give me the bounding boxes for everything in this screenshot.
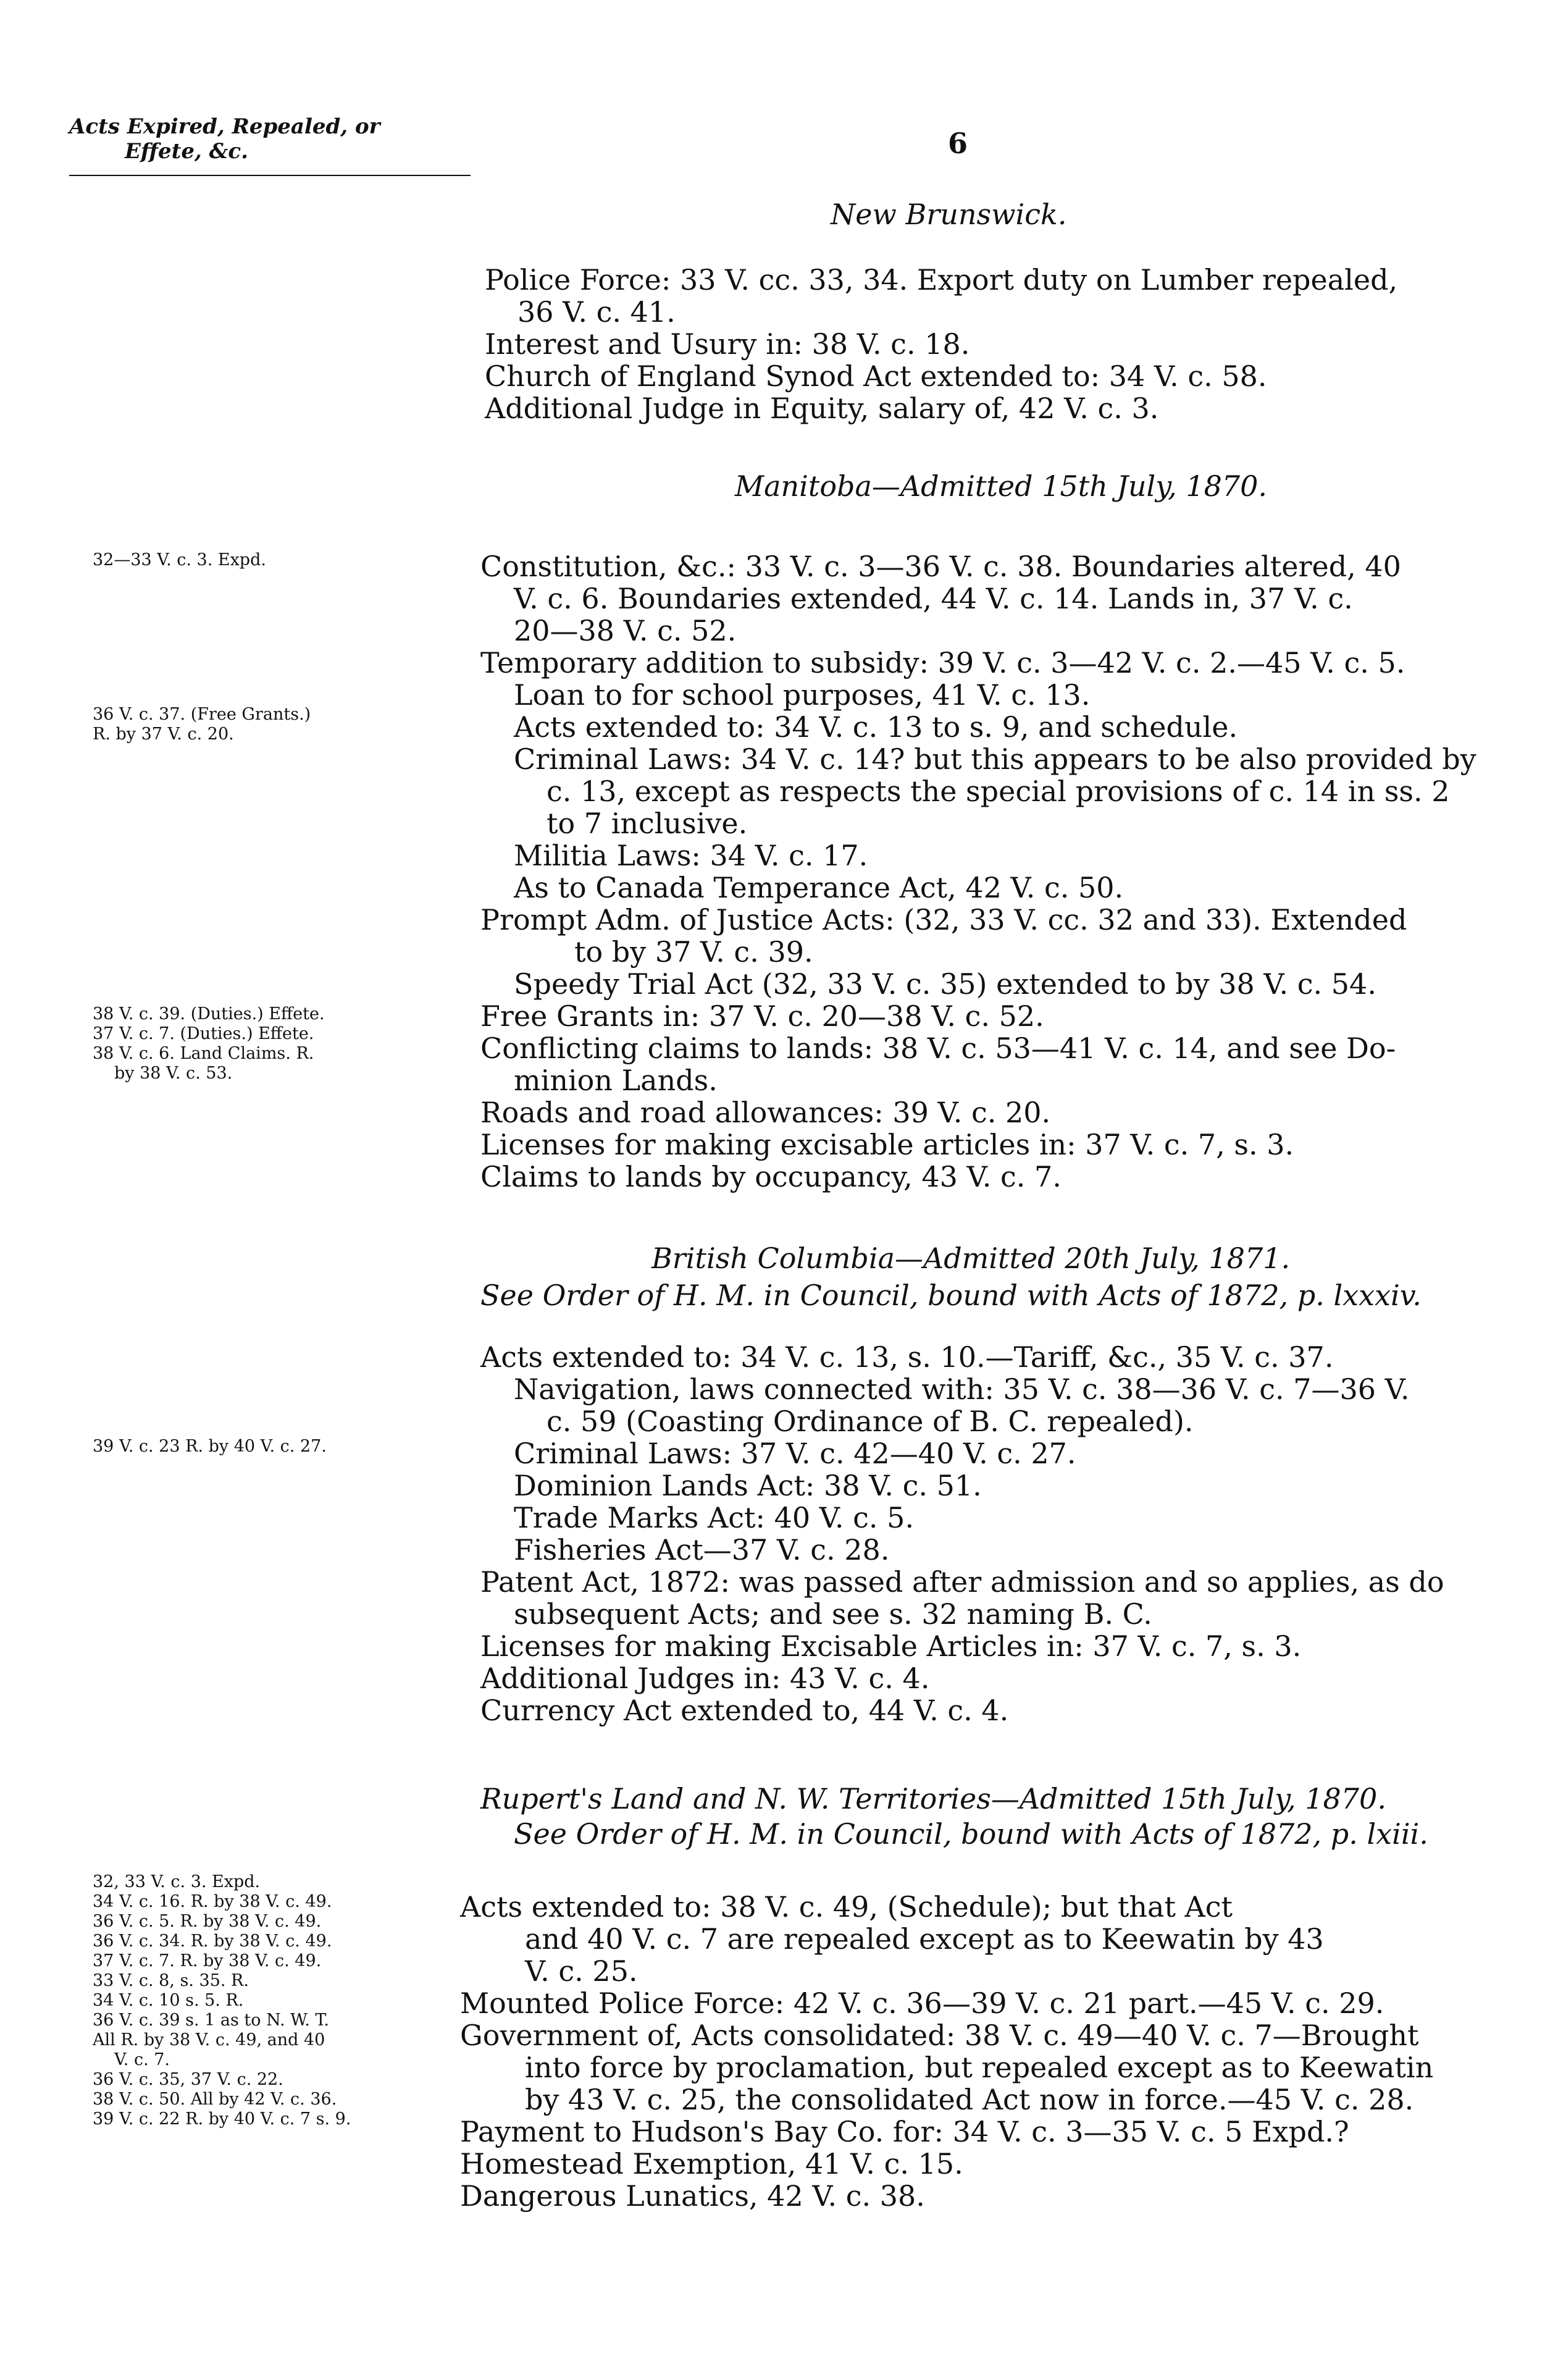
text-line: Prompt Adm. of Justice Acts: (32, 33 V. cc. 32 and 33). Extended (480, 903, 1407, 936)
section-subheading-ruperts-land: See Order of H. M. in Council, bound with Acts of 1872, p. lxiii. (514, 1817, 1428, 1851)
text-line: c. 13, except as respects the special provisions of c. 14 in ss. 2 (547, 775, 1450, 808)
section-subheading-british-columbia: See Order of H. M. in Council, bound with Acts of 1872, p. lxxxiv. (480, 1279, 1422, 1312)
text-line: Criminal Laws: 37 V. c. 42—40 V. c. 27. (514, 1437, 1076, 1470)
text-line: c. 59 (Coasting Ordinance of B. C. repealed). (547, 1405, 1194, 1438)
section-heading-manitoba: Manitoba—Admitted 15th July, 1870. (735, 469, 1268, 503)
text-line: Dominion Lands Act: 38 V. c. 51. (514, 1469, 982, 1502)
text-line: Free Grants in: 37 V. c. 20—38 V. c. 52. (480, 999, 1044, 1033)
text-line: Church of England Synod Act extended to: 34 V. c. 58. (485, 360, 1267, 393)
text-line: V. c. 6. Boundaries extended, 44 V. c. 14. Lands in, 37 V. c. (514, 582, 1353, 615)
margin-note: 36 V. c. 37. (Free Grants.) (93, 705, 311, 724)
text-line: Dangerous Lunatics, 42 V. c. 38. (460, 2179, 925, 2213)
margin-note: 32—33 V. c. 3. Expd. (93, 550, 266, 570)
text-line: Payment to Hudson's Bay Co. for: 34 V. c. 3—35 V. c. 5 Expd.? (460, 2115, 1349, 2148)
text-line: Temporary addition to subsidy: 39 V. c. 3—42 V. c. 2.—45 V. c. 5. (480, 646, 1405, 679)
margin-note: 34 V. c. 16. R. by 38 V. c. 49. (93, 1892, 332, 1911)
text-line: Additional Judge in Equity, salary of, 42 V. c. 3. (485, 392, 1159, 425)
running-title-line-1: Acts Expired, Repealed, or (69, 114, 380, 139)
text-line: minion Lands. (514, 1064, 718, 1097)
section-heading-ruperts-land: Rupert's Land and N. W. Territories—Admitted 15th July, 1870. (480, 1782, 1386, 1815)
text-line: 20—38 V. c. 52. (514, 614, 737, 647)
text-line: to 7 inclusive. (547, 807, 748, 840)
text-line: Acts extended to: 38 V. c. 49, (Schedule); but that Act (460, 1890, 1233, 1924)
text-line: and 40 V. c. 7 are repealed except as to Keewatin by 43 (525, 1922, 1324, 1956)
margin-note: R. by 37 V. c. 20. (93, 725, 234, 744)
margin-note: 38 V. c. 6. Land Claims. R. (93, 1044, 314, 1063)
margin-note: 39 V. c. 22 R. by 40 V. c. 7 s. 9. (93, 2109, 351, 2129)
margin-note: 36 V. c. 35, 37 V. c. 22. (93, 2070, 283, 2089)
section-heading-new-brunswick: New Brunswick. (831, 198, 1067, 231)
margin-note: 38 V. c. 50. All by 42 V. c. 36. (93, 2090, 337, 2109)
margin-note: 37 V. c. 7. (Duties.) Effete. (93, 1024, 314, 1043)
margin-note: 32, 33 V. c. 3. Expd. (93, 1872, 261, 1891)
margin-note: 33 V. c. 8, s. 35. R. (93, 1971, 249, 1990)
margin-note: 37 V. c. 7. R. by 38 V. c. 49. (93, 1951, 322, 1970)
text-line: subsequent Acts; and see s. 32 naming B. C. (514, 1597, 1152, 1631)
margin-note: by 38 V. c. 53. (114, 1064, 233, 1083)
margin-note: V. c. 7. (114, 2050, 170, 2069)
margin-note: 34 V. c. 10 s. 5. R. (93, 1991, 244, 2010)
margin-note: 36 V. c. 5. R. by 38 V. c. 49. (93, 1912, 322, 1931)
text-line: Licenses for making Excisable Articles in: 37 V. c. 7, s. 3. (480, 1629, 1302, 1663)
text-line: by 43 V. c. 25, the consolidated Act now in force.—45 V. c. 28. (525, 2083, 1414, 2116)
header-rule (69, 175, 471, 176)
running-title-line-2: Effete, &c. (125, 139, 248, 164)
section-heading-british-columbia: British Columbia—Admitted 20th July, 1871. (651, 1242, 1291, 1275)
text-line: Navigation, laws connected with: 35 V. c. 38—36 V. c. 7—36 V. (514, 1373, 1410, 1406)
margin-note: 36 V. c. 34. R. by 38 V. c. 49. (93, 1932, 332, 1951)
page-number: 6 (948, 127, 968, 160)
text-line: Patent Act, 1872: was passed after admission and so applies, as do (480, 1565, 1444, 1599)
text-line: Conflicting claims to lands: 38 V. c. 53—41 V. c. 14, and see Do- (480, 1032, 1396, 1065)
text-line: Roads and road allowances: 39 V. c. 20. (480, 1096, 1051, 1129)
text-line: to by 37 V. c. 39. (574, 935, 813, 969)
text-line: Homestead Exemption, 41 V. c. 15. (460, 2147, 963, 2180)
text-line: into force by proclamation, but repealed except as to Keewatin (525, 2051, 1434, 2084)
text-line: Currency Act extended to, 44 V. c. 4. (480, 1694, 1009, 1727)
text-line: Loan to for school purposes, 41 V. c. 13. (514, 678, 1091, 712)
text-line: Police Force: 33 V. cc. 33, 34. Export duty on Lumber repealed, (485, 263, 1398, 296)
text-line: Constitution, &c.: 33 V. c. 3—36 V. c. 38. Boundaries altered, 40 (480, 550, 1401, 583)
text-line: Criminal Laws: 34 V. c. 14? but this appears to be also provided by (514, 742, 1476, 776)
text-line: As to Canada Temperance Act, 42 V. c. 50. (514, 871, 1124, 904)
text-line: Trade Marks Act: 40 V. c. 5. (514, 1501, 915, 1534)
margin-note: 38 V. c. 39. (Duties.) Effete. (93, 1004, 325, 1024)
text-line: 36 V. c. 41. (517, 295, 676, 329)
text-line: Government of, Acts consolidated: 38 V. c. 49—40 V. c. 7—Brought (460, 2019, 1419, 2052)
text-line: Licenses for making excisable articles in: 37 V. c. 7, s. 3. (480, 1128, 1294, 1161)
text-line: Claims to lands by occupancy, 43 V. c. 7. (480, 1160, 1062, 1193)
margin-note: All R. by 38 V. c. 49, and 40 (93, 2030, 325, 2050)
text-line: Fisheries Act—37 V. c. 28. (514, 1533, 890, 1566)
running-title (69, 114, 380, 164)
text-line: Speedy Trial Act (32, 33 V. c. 35) extended to by 38 V. c. 54. (514, 967, 1376, 1001)
text-line: V. c. 25. (525, 1954, 638, 1988)
margin-note: 39 V. c. 23 R. by 40 V. c. 27. (93, 1437, 327, 1456)
text-line: Militia Laws: 34 V. c. 17. (514, 839, 868, 872)
text-line: Additional Judges in: 43 V. c. 4. (480, 1662, 930, 1695)
text-line: Mounted Police Force: 42 V. c. 36—39 V. c. 21 part.—45 V. c. 29. (460, 1987, 1384, 2020)
text-line: Acts extended to: 34 V. c. 13, s. 10.—Tariff, &c., 35 V. c. 37. (480, 1340, 1334, 1374)
text-line: Acts extended to: 34 V. c. 13 to s. 9, and schedule. (514, 710, 1238, 744)
margin-note: 36 V. c. 39 s. 1 as to N. W. T. (93, 2011, 329, 2030)
text-line: Interest and Usury in: 38 V. c. 18. (485, 327, 970, 361)
